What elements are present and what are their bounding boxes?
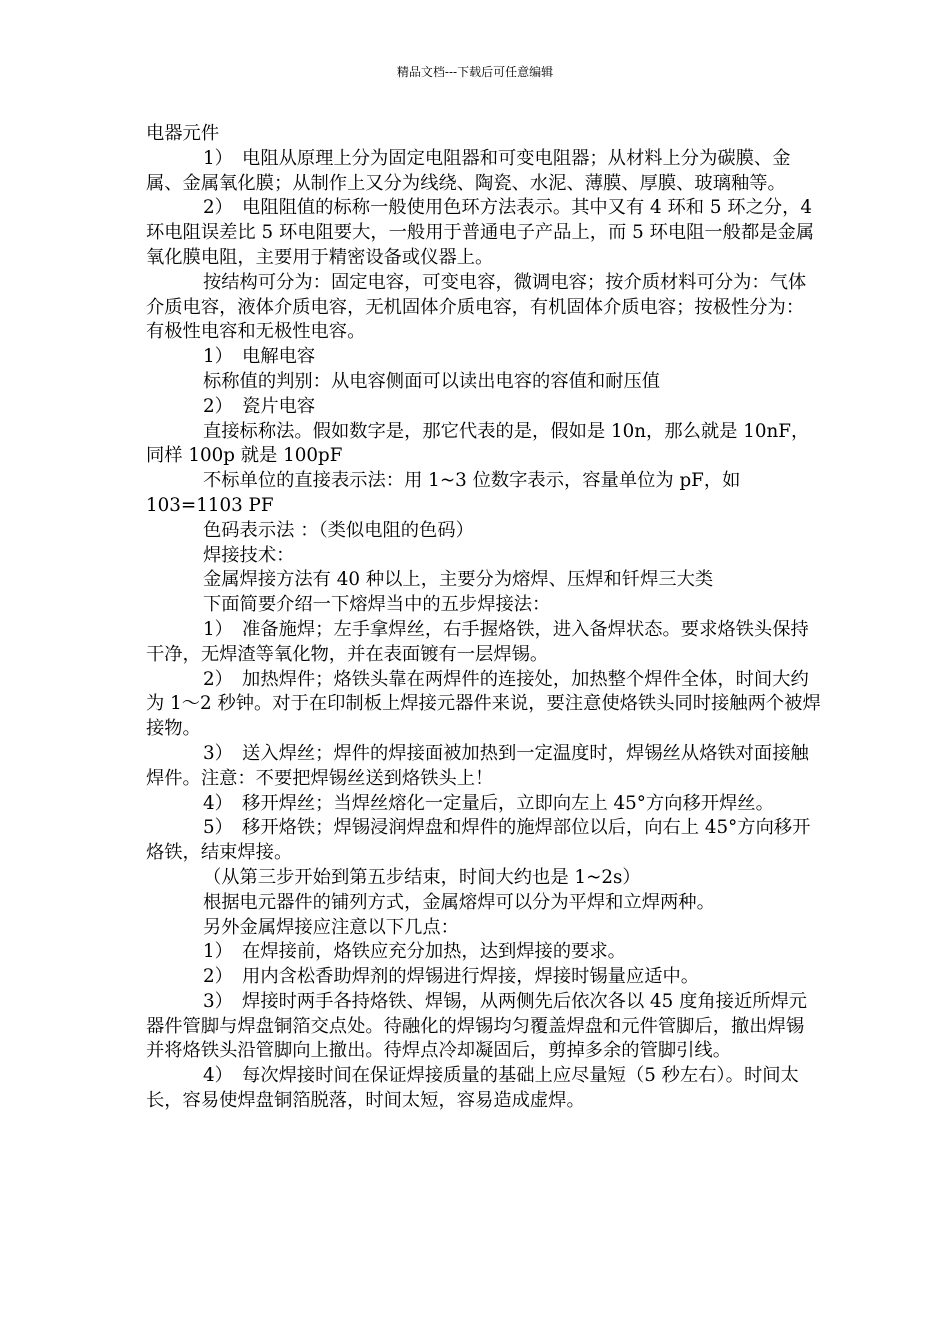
paragraph: 3） 送入焊丝；焊件的焊接面被加热到一定温度时，焊锡丝从烙铁对面接触焊件。注意：不要把焊锡丝送到烙铁头上！ [146, 742, 809, 789]
paragraph: 2） 瓷片电容 [203, 395, 316, 417]
paragraph: （从第三步开始到第五步结束，时间大约也是 1~2s） [203, 866, 641, 888]
paragraph: 2） 电阻阻值的标称一般使用色环方法表示。其中又有 4 环和 5 环之分，4 环电阻误差比 5 环电阻要大，一般用于普通电子产品上，而 5 环电阻一般都是金属氧化膜电阻，主要用于精密设备或仪器上。 [146, 197, 815, 268]
section-title: 电器元件 [146, 123, 220, 144]
paragraph: 2） 加热焊件；烙铁头靠在两焊件的连接处，加热整个焊件全体，时间大约为 1～2 秒钟。对于在印制板上焊接元器件来说，要注意使烙铁头同时接触两个被焊接物。 [146, 668, 821, 740]
paragraph: 1） 在焊接前，烙铁应充分加热，达到焊接的要求。 [203, 941, 626, 963]
paragraph: 色码表示法 ：（类似电阻的色码） [203, 519, 474, 541]
page-header: 精品文档---下载后可任意编辑 [396, 65, 554, 79]
paragraph: 1） 电阻从原理上分为固定电阻器和可变电阻器；从材料上分为碳膜、金属、金属氧化膜；从制作上又分为线绕、陶瓷、水泥、薄膜、厚膜、玻璃釉等。 [146, 147, 791, 194]
paragraph: 5） 移开烙铁；焊锡浸润焊盘和焊件的施焊部位以后，向右上 45°方向移开烙铁，结束焊接。 [146, 817, 811, 864]
paragraph: 按结构可分为：固定电容，可变电容，微调电容；按介质材料可分为：气体介质电容，液体介质电容，无机固体介质电容，有机固体介质电容；按极性分为：有极性电容和无极性电容。 [146, 271, 807, 343]
paragraph: 直接标称法。假如数字是，那它代表的是，假如是 10n，那么就是 10nF，同样 100p 就是 100pF [146, 420, 810, 467]
paragraph: 标称值的判别：从电容侧面可以读出电容的容值和耐压值 [203, 370, 661, 392]
paragraph: 不标单位的直接表示法：用 1~3 位数字表示，容量单位为 pF，如 103=1103 PF [146, 470, 741, 516]
paragraph: 金属焊接方法有 40 种以上，主要分为熔焊、压焊和钎焊三大类 [203, 569, 714, 591]
paragraph: 下面简要介绍一下熔焊当中的五步焊接法： [203, 594, 551, 616]
paragraph: 1） 准备施焊；左手拿焊丝，右手握烙铁，进入备焊状态。要求烙铁头保持干净，无焊渣等氧化物，并在表面镀有一层焊锡。 [146, 618, 809, 665]
paragraph: 3） 焊接时两手各持烙铁、焊锡，从两侧先后依次各以 45 度角接近所焊元器件管脚与焊盘铜箔交点处。待融化的焊锡均匀覆盖焊盘和元件管脚后，撤出焊锡并将烙铁头沿管脚向上撤出。待焊点冷却凝固后，剪掉多余的管脚引线。 [146, 990, 808, 1062]
paragraph: 1） 电解电容 [203, 346, 316, 368]
document-body [146, 122, 822, 1114]
paragraph: 4） 每次焊接时间在保证焊接质量的基础上应尽量短（5 秒左右）。时间太长，容易使焊盘铜箔脱落，时间太短，容易造成虚焊。 [146, 1065, 799, 1112]
paragraph: 焊接技术： [203, 544, 295, 566]
paragraph: 根据电元器件的铺列方式，金属熔焊可以分为平焊和立焊两种。 [203, 891, 715, 913]
paragraph: 另外金属焊接应注意以下几点： [203, 916, 459, 938]
paragraph: 2） 用内含松香助焊剂的焊锡进行焊接，焊接时锡量应适中。 [203, 966, 700, 988]
paragraph: 4） 移开焊丝；当焊丝熔化一定量后，立即向左上 45°方向移开焊丝。 [203, 792, 774, 814]
